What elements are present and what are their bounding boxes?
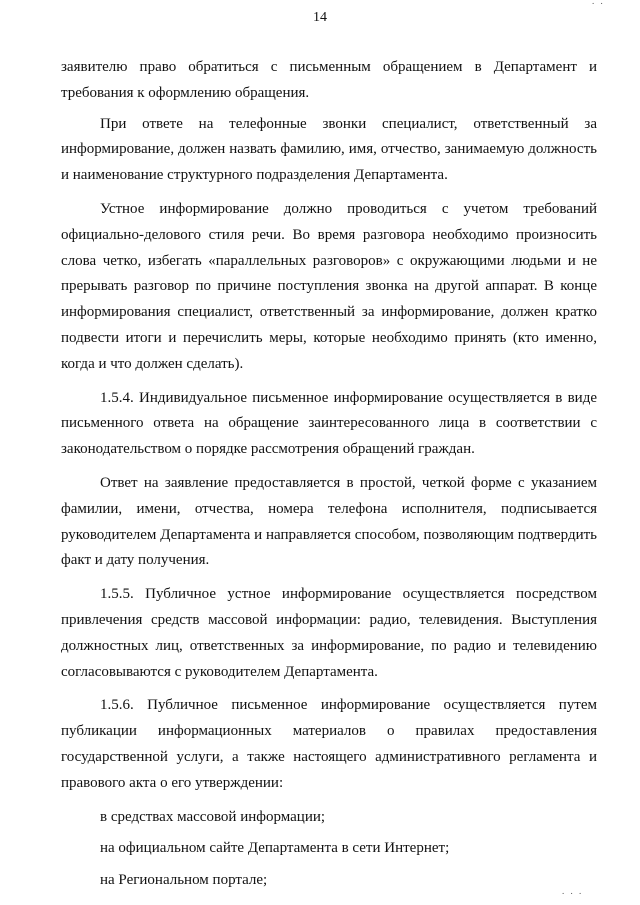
list-item-mass-media: в средствах массовой информации; xyxy=(100,808,326,825)
paragraph-answer: Ответ на заявление предоставляется в простой, четкой форме с указанием фамилии, имени, отчества, номера телефона исполнителя, подписывается руководителем Департамента и направляется способом, позволяющим подтвердить факт и дату получения. xyxy=(61,474,597,569)
paragraph-continuation: заявителю право обратиться с письменным обращением в Департамент и требования к оформлению обращения. xyxy=(61,59,597,101)
list-item-official-site: на официальном сайте Департамента в сети Интернет; xyxy=(100,840,450,857)
paragraph-phone-calls: При ответе на телефонные звонки специалист, ответственный за информирование, должен назвать фамилию, имя, отчество, занимаемую должность и наименование структурного подразделения Департамента. xyxy=(61,115,597,184)
scan-artifact-bottom: . . . xyxy=(562,886,584,896)
paragraph-1-5-4: 1.5.4. Индивидуальное письменное информирование осуществляется в виде письменного ответа на обращение заинтересованного лица в соответствии с законодательством о порядке рассмотрения обращений граждан. xyxy=(61,389,597,458)
scan-artifact-top: . . xyxy=(592,0,605,6)
page-number: 14 xyxy=(313,10,327,25)
paragraph-oral-informing: Устное информирование должно проводиться с учетом требований официально-делового стиля речи. Во время разговора необходимо произносить слова четко, избегать «параллельных разговоров» с окружающими людьми и не прерывать разговор по причине поступления звонка на другой аппарат. В конце информирования специалист, ответственный за информирование, должен кратко подвести итоги и перечислить меры, которые необходимо принять (кто именно, когда и что должен сделать). xyxy=(61,200,597,372)
paragraph-1-5-5: 1.5.5. Публичное устное информирование осуществляется посредством привлечения средств массовой информации: радио, телевидения. Выступления должностных лиц, ответственных за информирование, по радио и телевидению согласовываются с руководителем Департамента. xyxy=(61,586,597,680)
list-item-regional-portal: на Региональном портале; xyxy=(100,872,268,889)
paragraph-1-5-6: 1.5.6. Публичное письменное информирование осуществляется путем публикации информационных материалов о правилах предоставления государственной услуги, а также настоящего административного регламента и правового акта о его утверждении: xyxy=(61,697,597,791)
document-body xyxy=(61,55,597,900)
